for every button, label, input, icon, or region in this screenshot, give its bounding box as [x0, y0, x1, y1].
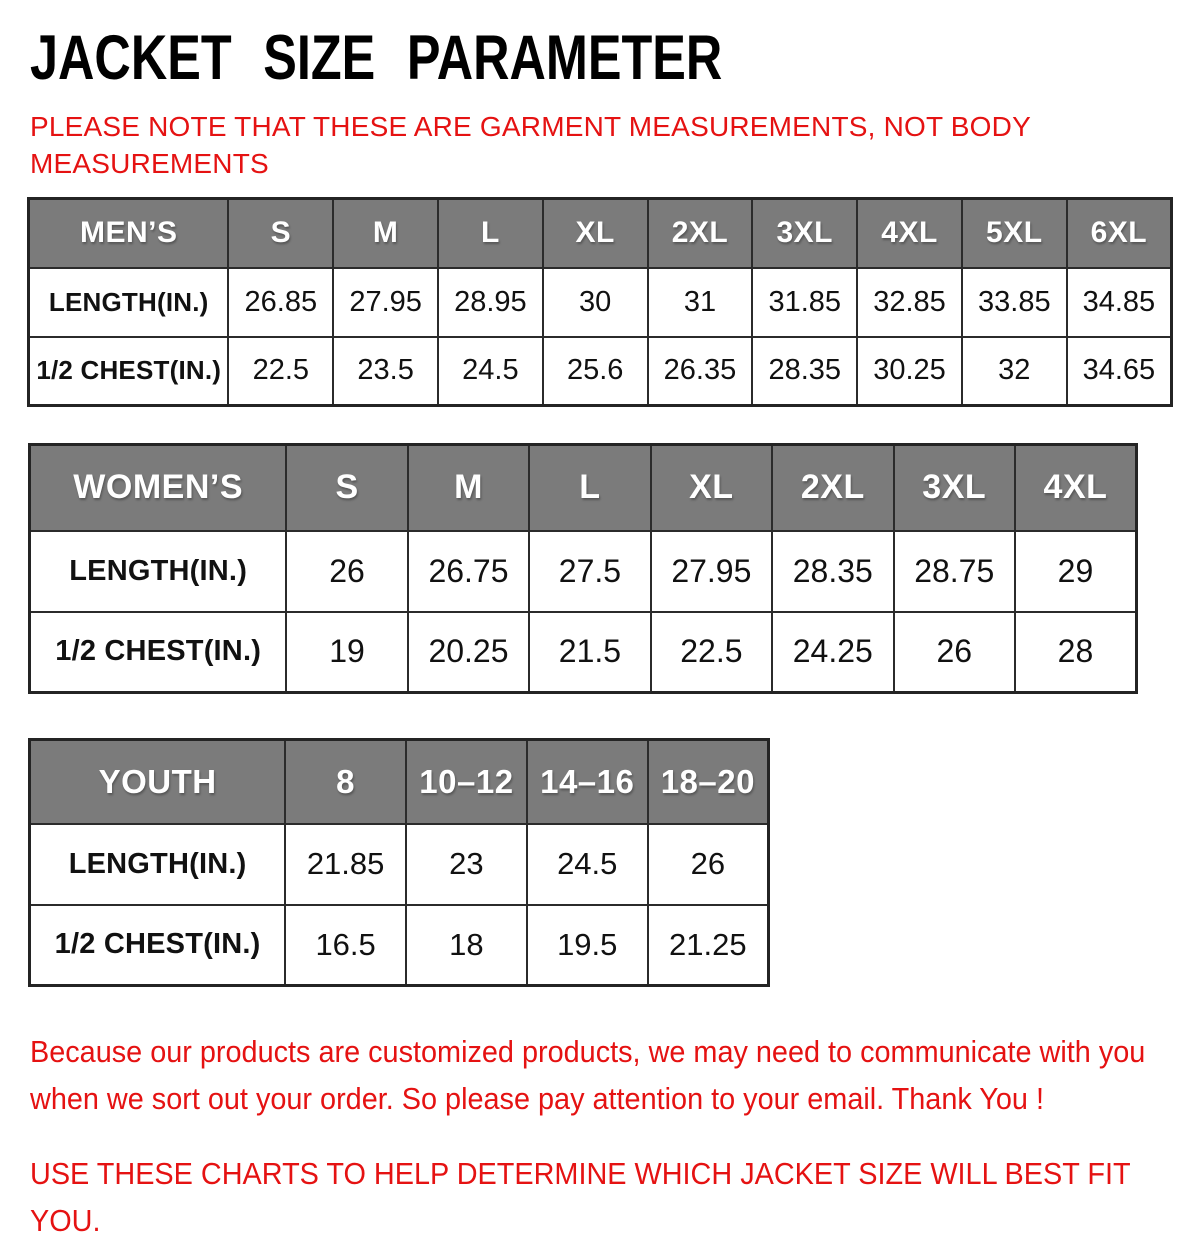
size-header-cell: 8 — [285, 740, 406, 824]
size-header-cell: M — [408, 445, 529, 531]
size-value-cell: 32.85 — [857, 268, 962, 337]
size-header-cell: L — [438, 199, 543, 268]
size-header-cell: 3XL — [894, 445, 1015, 531]
row-label-cell: 1/2 CHEST(IN.) — [30, 905, 286, 986]
size-header-cell: 4XL — [857, 199, 962, 268]
row-label-cell: LENGTH(IN.) — [30, 824, 286, 905]
size-header-cell: XL — [651, 445, 772, 531]
size-value-cell: 28.75 — [894, 531, 1015, 612]
size-value-cell: 25.6 — [543, 337, 648, 406]
size-value-cell: 27.5 — [529, 531, 650, 612]
size-value-cell: 24.25 — [772, 612, 893, 693]
size-value-cell: 32 — [962, 337, 1067, 406]
size-header-cell: 4XL — [1015, 445, 1137, 531]
table-row — [29, 268, 1172, 337]
size-value-cell: 30.25 — [857, 337, 962, 406]
size-value-cell: 31.85 — [752, 268, 857, 337]
size-value-cell: 33.85 — [962, 268, 1067, 337]
size-value-cell: 19 — [286, 612, 407, 693]
size-value-cell: 18 — [406, 905, 527, 986]
size-value-cell: 26 — [894, 612, 1015, 693]
size-header-cell: 10–12 — [406, 740, 527, 824]
customized-note-line-1: Because our products are customized products, we may need to communicate with you — [30, 1034, 1146, 1069]
size-header-cell: 2XL — [648, 199, 753, 268]
size-value-cell: 27.95 — [333, 268, 438, 337]
size-value-cell: 29 — [1015, 531, 1137, 612]
row-label-cell: LENGTH(IN.) — [29, 268, 229, 337]
table-row — [30, 531, 1137, 612]
size-value-cell: 23.5 — [333, 337, 438, 406]
size-value-cell: 22.5 — [651, 612, 772, 693]
garment-note-line-2: MEASUREMENTS — [30, 148, 269, 179]
size-value-cell: 26.85 — [228, 268, 333, 337]
size-value-cell: 22.5 — [228, 337, 333, 406]
table-row — [30, 612, 1137, 693]
table-row — [30, 824, 769, 905]
size-value-cell: 24.5 — [527, 824, 648, 905]
size-value-cell: 30 — [543, 268, 648, 337]
size-value-cell: 31 — [648, 268, 753, 337]
mens-group-header: MEN’S — [29, 199, 229, 268]
size-value-cell: 21.25 — [648, 905, 769, 986]
size-value-cell: 28.95 — [438, 268, 543, 337]
size-header-cell: 5XL — [962, 199, 1067, 268]
size-header-cell: L — [529, 445, 650, 531]
size-value-cell: 26 — [648, 824, 769, 905]
size-value-cell: 19.5 — [527, 905, 648, 986]
customized-products-note — [30, 1028, 1183, 1122]
table-row — [29, 337, 1172, 406]
garment-measurements-note — [30, 108, 1031, 182]
size-value-cell: 34.85 — [1067, 268, 1172, 337]
row-label-cell: 1/2 CHEST(IN.) — [29, 337, 229, 406]
size-header-cell: 14–16 — [527, 740, 648, 824]
size-value-cell: 21.5 — [529, 612, 650, 693]
table-row — [30, 905, 769, 986]
youth-table — [28, 738, 770, 987]
size-value-cell: 28.35 — [772, 531, 893, 612]
size-value-cell: 20.25 — [408, 612, 529, 693]
row-label-cell: 1/2 CHEST(IN.) — [30, 612, 287, 693]
size-header-cell: 3XL — [752, 199, 857, 268]
row-label-cell: LENGTH(IN.) — [30, 531, 287, 612]
size-header-cell: M — [333, 199, 438, 268]
size-value-cell: 16.5 — [285, 905, 406, 986]
size-header-cell: XL — [543, 199, 648, 268]
size-value-cell: 34.65 — [1067, 337, 1172, 406]
footer-notes — [30, 1028, 1183, 1244]
size-header-cell: 18–20 — [648, 740, 769, 824]
size-value-cell: 23 — [406, 824, 527, 905]
page-title: JACKET SIZE PARAMETER — [30, 23, 723, 93]
size-value-cell: 21.85 — [285, 824, 406, 905]
size-value-cell: 28.35 — [752, 337, 857, 406]
youth-group-header: YOUTH — [30, 740, 286, 824]
size-value-cell: 26.75 — [408, 531, 529, 612]
womens-table — [28, 443, 1138, 694]
size-header-cell: 2XL — [772, 445, 893, 531]
size-value-cell: 26 — [286, 531, 407, 612]
size-value-cell: 28 — [1015, 612, 1137, 693]
customized-note-line-2: when we sort out your order. So please pay attention to your email. Thank You ! — [30, 1081, 1044, 1116]
mens-table — [27, 197, 1173, 407]
size-header-cell: S — [286, 445, 407, 531]
garment-note-line-1: PLEASE NOTE THAT THESE ARE GARMENT MEASUREMENTS, NOT BODY — [30, 111, 1031, 142]
size-header-cell: S — [228, 199, 333, 268]
size-value-cell: 27.95 — [651, 531, 772, 612]
size-header-cell: 6XL — [1067, 199, 1172, 268]
size-value-cell: 24.5 — [438, 337, 543, 406]
use-charts-note: USE THESE CHARTS TO HELP DETERMINE WHICH JACKET SIZE WILL BEST FIT YOU. — [30, 1156, 1131, 1238]
womens-group-header: WOMEN’S — [30, 445, 287, 531]
size-value-cell: 26.35 — [648, 337, 753, 406]
